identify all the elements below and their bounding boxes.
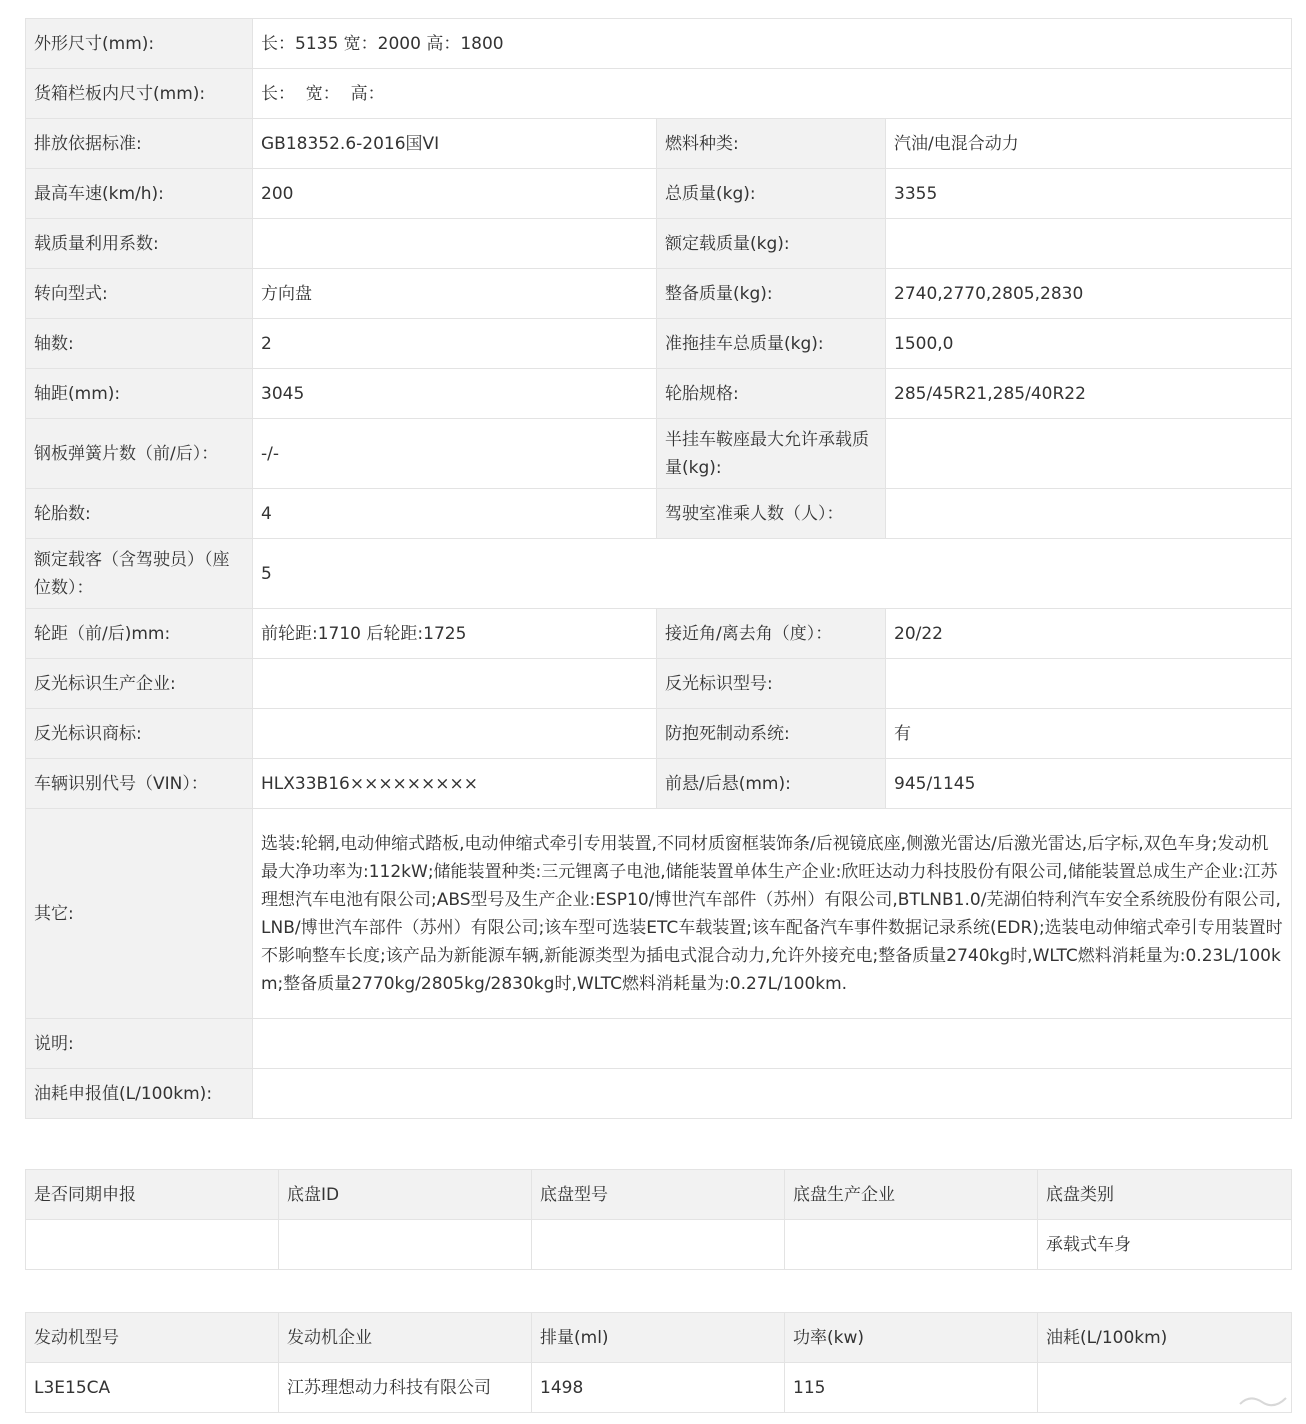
- angles-value: 20/22: [886, 609, 1292, 659]
- reflector-model-label: 反光标识型号:: [657, 659, 886, 709]
- spec-row: [26, 539, 1292, 609]
- overhang-label: 前悬/后悬(mm):: [657, 759, 886, 809]
- overhang-value: 945/1145: [886, 759, 1292, 809]
- spec-row: [26, 119, 1292, 169]
- chassis-cell: [26, 1220, 279, 1270]
- chassis-cell: [279, 1220, 532, 1270]
- tire-spec-value: 285/45R21,285/40R22: [886, 369, 1292, 419]
- spec-row: [26, 269, 1292, 319]
- leaf-springs-label: 钢板弹簧片数（前/后）：: [26, 419, 253, 489]
- engine-header: 排量(ml): [532, 1313, 785, 1363]
- abs-label: 防抱死制动系统:: [657, 709, 886, 759]
- emission-standard-label: 排放依据标准:: [26, 119, 253, 169]
- engine-header: 功率(kw): [785, 1313, 1038, 1363]
- spec-row: [26, 169, 1292, 219]
- spec-row: [26, 419, 1292, 489]
- fuel-type-value: 汽油/电混合动力: [886, 119, 1292, 169]
- other-value: 选装:轮辋,电动伸缩式踏板,电动伸缩式牵引专用装置,不同材质窗框装饰条/后视镜底座,侧激光雷达/后激光雷达,后字标,双色车身;发动机最大净功率为:112kW;储能装置种类:三元锂离子电池,储能装置单体生产企业:欣旺达动力科技股份有限公司,储能装置总成生产企业:江苏理想汽车电池有限公司;ABS型号及生产企业:ESP10/博世汽车部件（苏州）有限公司,BTLNB1.0/芜湖伯特利汽车安全系统股份有限公司,LNB/博世汽车部件（苏州）有限公司;该车型可选装ETC车载装置;该车配备汽车事件数据记录系统(EDR);选装电动伸缩式牵引专用装置时不影响整车长度;该产品为新能源车辆,新能源类型为插电式混合动力,允许外接充电;整备质量2740kg时,WLTC燃料消耗量为:0.23L/100km;整备质量2770kg/2805kg/2830kg时,WLTC燃料消耗量为:0.27L/100km.: [253, 809, 1292, 1019]
- spec-row: [26, 1019, 1292, 1069]
- engine-header: 发动机型号: [26, 1313, 279, 1363]
- spec-row-other: [26, 809, 1292, 1019]
- tire-count-label: 轮胎数:: [26, 489, 253, 539]
- saddle-load-value: [886, 419, 1292, 489]
- spec-table: [25, 18, 1292, 1119]
- reflector-brand-value: [253, 709, 657, 759]
- chassis-cell: [532, 1220, 785, 1270]
- spec-row: [26, 659, 1292, 709]
- watermark-icon: [1236, 1390, 1292, 1410]
- steering-label: 转向型式:: [26, 269, 253, 319]
- spec-row: [26, 489, 1292, 539]
- fuel-declared-label: 油耗申报值(L/100km):: [26, 1069, 253, 1119]
- steering-value: 方向盘: [253, 269, 657, 319]
- engine-cell: L3E15CA: [26, 1363, 279, 1413]
- spec-row: [26, 219, 1292, 269]
- chassis-cell: [785, 1220, 1038, 1270]
- reflector-maker-label: 反光标识生产企业:: [26, 659, 253, 709]
- spec-row: [26, 609, 1292, 659]
- rated-load-label: 额定载质量(kg):: [657, 219, 886, 269]
- cab-passengers-label: 驾驶室准乘人数（人）：: [657, 489, 886, 539]
- reflector-brand-label: 反光标识商标:: [26, 709, 253, 759]
- note-label: 说明:: [26, 1019, 253, 1069]
- abs-value: 有: [886, 709, 1292, 759]
- track-label: 轮距（前/后)mm:: [26, 609, 253, 659]
- engine-cell: 江苏理想动力科技有限公司: [279, 1363, 532, 1413]
- axles-value: 2: [253, 319, 657, 369]
- engine-header-row: [26, 1313, 1292, 1363]
- reflector-model-value: [886, 659, 1292, 709]
- chassis-header: 是否同期申报: [26, 1170, 279, 1220]
- axles-label: 轴数:: [26, 319, 253, 369]
- total-mass-value: 3355: [886, 169, 1292, 219]
- reflector-maker-value: [253, 659, 657, 709]
- spec-row-cargo-box: [26, 69, 1292, 119]
- other-label: 其它:: [26, 809, 253, 1019]
- vin-value: HLX33B16×××××××××: [253, 759, 657, 809]
- trailer-mass-label: 准拖挂车总质量(kg):: [657, 319, 886, 369]
- chassis-row: [26, 1220, 1292, 1270]
- engine-row: [26, 1363, 1292, 1413]
- cargo-box-value: 长： 宽： 高：: [253, 69, 1292, 119]
- engine-header: 发动机企业: [279, 1313, 532, 1363]
- dimensions-label: 外形尺寸(mm):: [26, 19, 253, 69]
- spec-row-dimensions: [26, 19, 1292, 69]
- curb-weight-value: 2740,2770,2805,2830: [886, 269, 1292, 319]
- chassis-header: 底盘生产企业: [785, 1170, 1038, 1220]
- engine-cell: 115: [785, 1363, 1038, 1413]
- spec-row: [26, 319, 1292, 369]
- leaf-springs-value: -/-: [253, 419, 657, 489]
- vin-label: 车辆识别代号（VIN）：: [26, 759, 253, 809]
- wheelbase-value: 3045: [253, 369, 657, 419]
- curb-weight-label: 整备质量(kg):: [657, 269, 886, 319]
- chassis-header: 底盘类别: [1038, 1170, 1292, 1220]
- tire-spec-label: 轮胎规格:: [657, 369, 886, 419]
- engine-table: [25, 1312, 1292, 1413]
- trailer-mass-value: 1500,0: [886, 319, 1292, 369]
- engine-cell: 1498: [532, 1363, 785, 1413]
- dimensions-value: 长：5135 宽：2000 高：1800: [253, 19, 1292, 69]
- rated-load-value: [886, 219, 1292, 269]
- chassis-header: 底盘型号: [532, 1170, 785, 1220]
- rated-passengers-value: 5: [253, 539, 1292, 609]
- chassis-table: [25, 1169, 1292, 1270]
- note-value: [253, 1019, 1292, 1069]
- spec-row: [26, 1069, 1292, 1119]
- emission-standard-value: GB18352.6-2016国VI: [253, 119, 657, 169]
- angles-label: 接近角/离去角（度）：: [657, 609, 886, 659]
- cargo-box-label: 货箱栏板内尺寸(mm):: [26, 69, 253, 119]
- spec-row: [26, 709, 1292, 759]
- chassis-header-row: [26, 1170, 1292, 1220]
- engine-header: 油耗(L/100km): [1038, 1313, 1292, 1363]
- spec-row: [26, 369, 1292, 419]
- total-mass-label: 总质量(kg):: [657, 169, 886, 219]
- chassis-header: 底盘ID: [279, 1170, 532, 1220]
- wheelbase-label: 轴距(mm):: [26, 369, 253, 419]
- load-factor-label: 载质量利用系数:: [26, 219, 253, 269]
- spec-row: [26, 759, 1292, 809]
- tire-count-value: 4: [253, 489, 657, 539]
- max-speed-label: 最高车速(km/h):: [26, 169, 253, 219]
- load-factor-value: [253, 219, 657, 269]
- rated-passengers-label: 额定载客（含驾驶员）（座位数）：: [26, 539, 253, 609]
- max-speed-value: 200: [253, 169, 657, 219]
- cab-passengers-value: [886, 489, 1292, 539]
- chassis-cell: 承载式车身: [1038, 1220, 1292, 1270]
- fuel-type-label: 燃料种类:: [657, 119, 886, 169]
- saddle-load-label: 半挂车鞍座最大允许承载质量(kg):: [657, 419, 886, 489]
- fuel-declared-value: [253, 1069, 1292, 1119]
- track-value: 前轮距:1710 后轮距:1725: [253, 609, 657, 659]
